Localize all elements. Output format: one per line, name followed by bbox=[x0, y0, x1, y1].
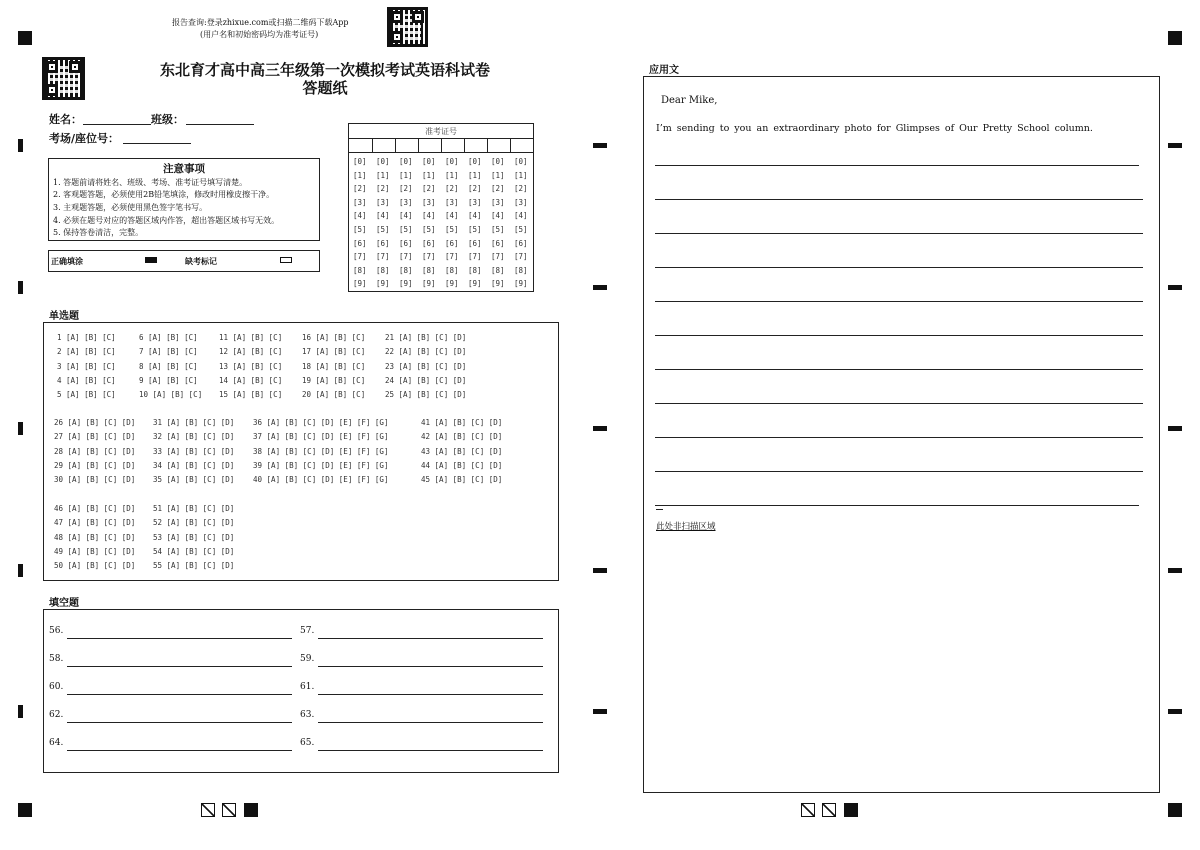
exam-id-bubble[interactable]: [2] bbox=[376, 184, 390, 194]
choice-item[interactable]: 10 [A] [B] [C] bbox=[139, 390, 203, 400]
blank-answer-line[interactable] bbox=[318, 638, 543, 639]
exam-id-bubble[interactable]: [2] bbox=[514, 184, 528, 194]
timing-mark bbox=[593, 568, 607, 573]
timing-mark bbox=[18, 139, 23, 152]
bottom-hatch-mark bbox=[222, 803, 236, 817]
bottom-mark bbox=[244, 803, 258, 817]
exam-id-bubble[interactable]: [0] bbox=[491, 157, 505, 166]
exam-id-bubble[interactable]: [4] bbox=[468, 211, 482, 221]
fill-blank-heading: 填空题 bbox=[49, 598, 79, 609]
bottom-hatch-mark bbox=[822, 803, 836, 817]
choice-item[interactable]: 50 [A] [B] [C] [D] bbox=[54, 561, 136, 571]
exam-id-bubble[interactable]: [1] bbox=[376, 170, 390, 180]
choice-item[interactable]: 49 [A] [B] [C] [D] bbox=[54, 546, 136, 556]
exam-id-bubble[interactable]: [1] bbox=[422, 170, 436, 180]
correct-fill-label: 正确填涂 bbox=[51, 256, 83, 266]
choice-item[interactable]: 45 [A] [B] [C] [D] bbox=[421, 475, 503, 485]
notice-heading: 注意事项 bbox=[163, 163, 205, 175]
exam-id-bubble[interactable]: [0] bbox=[399, 157, 413, 166]
timing-mark bbox=[18, 281, 23, 294]
writing-first-line: I’m sending to you an extraordinary photo for Glimpses of Our Pretty School column. bbox=[656, 123, 1093, 134]
page-title: 东北育才高中高三年级第一次模拟考试英语科试卷 bbox=[159, 61, 490, 79]
exam-id-bubble[interactable]: [9] bbox=[445, 279, 459, 289]
class-field[interactable] bbox=[186, 124, 254, 125]
timing-mark bbox=[593, 143, 607, 148]
choice-item[interactable]: 12 [A] [B] [C] bbox=[219, 347, 283, 357]
exam-id-bubble[interactable]: [4] bbox=[514, 211, 528, 221]
exam-id-bubble[interactable]: [3] bbox=[468, 197, 482, 207]
exam-id-bubble[interactable]: [9] bbox=[399, 279, 413, 289]
choice-item[interactable]: 39 [A] [B] [C] [D] [E] [F] [G] bbox=[253, 460, 389, 470]
choice-item[interactable]: 11 [A] [B] [C] bbox=[219, 333, 283, 342]
notice-item: 1. 答题前请将姓名、班级、考场、准考证号填写清楚。 bbox=[53, 178, 248, 187]
exam-id-bubble[interactable]: [1] bbox=[514, 170, 528, 180]
dash-mark bbox=[656, 509, 663, 510]
exam-id-bubble[interactable]: [1] bbox=[353, 170, 367, 180]
exam-id-bubble[interactable]: [6] bbox=[468, 238, 482, 248]
writing-line[interactable] bbox=[655, 301, 1143, 302]
choice-item[interactable]: 25 [A] [B] [C] [D] bbox=[385, 390, 467, 400]
choice-item[interactable]: 38 [A] [B] [C] [D] [E] [F] [G] bbox=[253, 446, 389, 456]
exam-id-bubble[interactable]: [9] bbox=[376, 279, 390, 289]
correct-fill-sample bbox=[145, 257, 157, 263]
choice-item[interactable]: 3 [A] [B] [C] bbox=[57, 361, 116, 371]
choice-item[interactable]: 43 [A] [B] [C] [D] bbox=[421, 446, 503, 456]
blank-answer-line[interactable] bbox=[318, 750, 543, 751]
exam-id-bubble[interactable]: [7] bbox=[514, 252, 528, 262]
notice-box bbox=[48, 158, 320, 241]
exam-id-bubble[interactable]: [8] bbox=[376, 265, 390, 275]
exam-id-bubble[interactable]: [0] bbox=[468, 157, 482, 166]
exam-id-bubble[interactable]: [5] bbox=[491, 225, 505, 234]
exam-id-bubble[interactable]: [2] bbox=[468, 184, 482, 194]
exam-id-bubble[interactable]: [8] bbox=[399, 265, 413, 275]
absent-mark-label: 缺考标记 bbox=[185, 256, 217, 266]
timing-mark bbox=[593, 285, 607, 290]
qr-code-icon bbox=[387, 7, 428, 47]
exam-id-bubble[interactable]: [2] bbox=[422, 184, 436, 194]
choice-item[interactable]: 17 [A] [B] [C] bbox=[302, 347, 366, 357]
exam-id-bubble[interactable]: [0] bbox=[353, 157, 367, 166]
choice-item[interactable]: 5 [A] [B] [C] bbox=[57, 390, 116, 400]
choice-item[interactable]: 16 [A] [B] [C] bbox=[302, 333, 366, 342]
choice-item[interactable]: 53 [A] [B] [C] [D] bbox=[153, 532, 235, 542]
choice-item[interactable]: 54 [A] [B] [C] [D] bbox=[153, 546, 235, 556]
single-choice-heading: 单选题 bbox=[49, 311, 79, 322]
bottom-hatch-mark bbox=[801, 803, 815, 817]
exam-id-bubble[interactable]: [7] bbox=[445, 252, 459, 262]
choice-item[interactable]: 13 [A] [B] [C] bbox=[219, 361, 283, 371]
timing-mark bbox=[1168, 426, 1182, 431]
exam-id-bubble[interactable]: [3] bbox=[514, 197, 528, 207]
choice-item[interactable]: 35 [A] [B] [C] [D] bbox=[153, 475, 235, 485]
exam-id-bubble[interactable]: [6] bbox=[491, 238, 505, 248]
exam-id-bubble[interactable]: [4] bbox=[399, 211, 413, 221]
blank-number: 57. bbox=[300, 626, 315, 636]
choice-item[interactable]: 51 [A] [B] [C] [D] bbox=[153, 504, 235, 513]
choice-item[interactable]: 47 [A] [B] [C] [D] bbox=[54, 518, 136, 528]
exam-id-bubble[interactable]: [3] bbox=[422, 197, 436, 207]
choice-item[interactable]: 36 [A] [B] [C] [D] [E] [F] [G] bbox=[253, 418, 389, 427]
timing-mark bbox=[18, 564, 23, 577]
choice-item[interactable]: 1 [A] [B] [C] bbox=[57, 333, 116, 342]
timing-mark bbox=[18, 705, 23, 718]
exam-id-bubble[interactable]: [3] bbox=[353, 197, 367, 207]
choice-item[interactable]: 33 [A] [B] [C] [D] bbox=[153, 446, 235, 456]
blank-number: 64. bbox=[49, 738, 64, 748]
choice-item[interactable]: 20 [A] [B] [C] bbox=[302, 390, 366, 400]
choice-item[interactable]: 26 [A] [B] [C] [D] bbox=[54, 418, 136, 427]
writing-greeting: Dear Mike, bbox=[661, 95, 718, 106]
exam-id-bubble[interactable]: [4] bbox=[353, 211, 367, 221]
blank-number: 61. bbox=[300, 682, 315, 692]
exam-id-bubble[interactable]: [7] bbox=[353, 252, 367, 262]
blank-number: 62. bbox=[49, 710, 64, 720]
choice-item[interactable]: 46 [A] [B] [C] [D] bbox=[54, 504, 136, 513]
timing-mark bbox=[1168, 285, 1182, 290]
absent-mark-checkbox[interactable] bbox=[280, 257, 292, 263]
qr-code-icon bbox=[42, 57, 85, 100]
writing-line[interactable] bbox=[655, 267, 1143, 268]
choice-item[interactable]: 41 [A] [B] [C] [D] bbox=[421, 418, 503, 427]
blank-answer-line[interactable] bbox=[67, 750, 292, 751]
exam-id-bubble[interactable]: [0] bbox=[422, 157, 436, 166]
exam-id-bubble[interactable]: [5] bbox=[514, 225, 528, 234]
name-label: 姓名： bbox=[49, 113, 82, 126]
corner-mark bbox=[18, 803, 32, 817]
blank-answer-line[interactable] bbox=[318, 666, 543, 667]
blank-number: 65. bbox=[300, 738, 315, 748]
corner-mark bbox=[1168, 803, 1182, 817]
exam-id-bubble[interactable]: [2] bbox=[353, 184, 367, 194]
choice-item[interactable]: 42 [A] [B] [C] [D] bbox=[421, 432, 503, 442]
choice-item[interactable]: 48 [A] [B] [C] [D] bbox=[54, 532, 136, 542]
writing-box bbox=[643, 76, 1160, 793]
exam-id-bubble[interactable]: [8] bbox=[353, 265, 367, 275]
class-label: 班级： bbox=[151, 113, 184, 126]
legend-box bbox=[48, 250, 320, 272]
page-subtitle: 答题纸 bbox=[302, 79, 348, 97]
blank-answer-line[interactable] bbox=[67, 638, 292, 639]
choice-item[interactable]: 6 [A] [B] [C] bbox=[139, 333, 198, 342]
choice-item[interactable]: 22 [A] [B] [C] [D] bbox=[385, 347, 467, 357]
notice-item: 3. 主观题答题，必须使用黑色签字笔书写。 bbox=[53, 203, 208, 212]
writing-line[interactable] bbox=[655, 471, 1143, 472]
exam-id-bubble[interactable]: [5] bbox=[422, 225, 436, 234]
exam-id-bubble[interactable]: [6] bbox=[353, 238, 367, 248]
blank-number: 60. bbox=[49, 682, 64, 692]
choice-item[interactable]: 37 [A] [B] [C] [D] [E] [F] [G] bbox=[253, 432, 389, 442]
exam-id-bubble[interactable]: [8] bbox=[491, 265, 505, 275]
choice-item[interactable]: 44 [A] [B] [C] [D] bbox=[421, 460, 503, 470]
choice-item[interactable]: 52 [A] [B] [C] [D] bbox=[153, 518, 235, 528]
exam-id-bubble[interactable]: [7] bbox=[468, 252, 482, 262]
exam-id-bubble[interactable]: [0] bbox=[445, 157, 459, 166]
bottom-hatch-mark bbox=[201, 803, 215, 817]
blank-number: 56. bbox=[49, 626, 64, 636]
blank-answer-line[interactable] bbox=[318, 694, 543, 695]
blank-number: 58. bbox=[49, 654, 64, 664]
non-scan-label: 此处非扫描区域 bbox=[656, 522, 716, 532]
timing-mark bbox=[1168, 143, 1182, 148]
choice-item[interactable]: 24 [A] [B] [C] [D] bbox=[385, 375, 467, 385]
single-choice-box bbox=[43, 322, 559, 581]
score-note-text: (用户名和初始密码均为准考证号) bbox=[200, 30, 319, 39]
choice-item[interactable]: 27 [A] [B] [C] [D] bbox=[54, 432, 136, 442]
writing-line[interactable] bbox=[655, 335, 1143, 336]
exam-id-bubble[interactable]: [2] bbox=[445, 184, 459, 194]
writing-line[interactable] bbox=[655, 403, 1143, 404]
exam-id-bubble[interactable]: [6] bbox=[399, 238, 413, 248]
exam-id-bubble[interactable]: [5] bbox=[353, 225, 367, 234]
exam-id-bubble[interactable]: [9] bbox=[422, 279, 436, 289]
exam-id-bubble[interactable]: [5] bbox=[376, 225, 390, 234]
choice-item[interactable]: 34 [A] [B] [C] [D] bbox=[153, 460, 235, 470]
notice-item: 5. 保持答卷清洁，完整。 bbox=[53, 228, 144, 237]
timing-mark bbox=[18, 422, 23, 435]
exam-id-bubble[interactable]: [8] bbox=[445, 265, 459, 275]
blank-number: 59. bbox=[300, 654, 315, 664]
score-query-text: 报告查询:登录zhixue.com或扫描二维码下载App bbox=[172, 18, 349, 27]
exam-id-bubble[interactable]: [8] bbox=[422, 265, 436, 275]
choice-item[interactable]: 30 [A] [B] [C] [D] bbox=[54, 475, 136, 485]
choice-item[interactable]: 14 [A] [B] [C] bbox=[219, 375, 283, 385]
exam-id-heading: 准考证号 bbox=[425, 127, 457, 136]
choice-item[interactable]: 31 [A] [B] [C] [D] bbox=[153, 418, 235, 427]
exam-id-bubble[interactable]: [3] bbox=[376, 197, 390, 207]
exam-id-bubble[interactable]: [6] bbox=[514, 238, 528, 248]
timing-mark bbox=[593, 709, 607, 714]
exam-id-bubble[interactable]: [6] bbox=[445, 238, 459, 248]
exam-id-bubble[interactable]: [2] bbox=[399, 184, 413, 194]
exam-id-bubble[interactable]: [9] bbox=[514, 279, 528, 289]
writing-line[interactable] bbox=[655, 437, 1143, 438]
exam-id-bubble[interactable]: [1] bbox=[491, 170, 505, 180]
exam-id-bubble[interactable]: [9] bbox=[491, 279, 505, 289]
corner-mark bbox=[1168, 31, 1182, 45]
choice-item[interactable]: 15 [A] [B] [C] bbox=[219, 390, 283, 400]
exam-id-bubble[interactable]: [8] bbox=[514, 265, 528, 275]
writing-line[interactable] bbox=[655, 369, 1143, 370]
writing-line[interactable] bbox=[655, 199, 1143, 200]
exam-id-bubble[interactable]: [9] bbox=[353, 279, 367, 289]
blank-answer-line[interactable] bbox=[67, 666, 292, 667]
exam-id-bubble[interactable]: [1] bbox=[399, 170, 413, 180]
blank-answer-line[interactable] bbox=[318, 722, 543, 723]
timing-mark bbox=[1168, 568, 1182, 573]
exam-id-bubble[interactable]: [4] bbox=[445, 211, 459, 221]
exam-id-bubble[interactable]: [9] bbox=[468, 279, 482, 289]
exam-id-bubble[interactable]: [4] bbox=[376, 211, 390, 221]
writing-line[interactable] bbox=[655, 165, 1139, 166]
exam-id-bubble[interactable]: [6] bbox=[376, 238, 390, 248]
choice-item[interactable]: 40 [A] [B] [C] [D] [E] [F] [G] bbox=[253, 475, 389, 485]
exam-id-bubble[interactable]: [4] bbox=[491, 211, 505, 221]
seat-label: 考场/座位号： bbox=[49, 132, 120, 145]
exam-id-bubble[interactable]: [7] bbox=[399, 252, 413, 262]
exam-id-bubble[interactable]: [1] bbox=[468, 170, 482, 180]
exam-id-bubble[interactable]: [7] bbox=[491, 252, 505, 262]
exam-id-bubble[interactable]: [5] bbox=[468, 225, 482, 234]
timing-mark bbox=[1168, 709, 1182, 714]
bottom-mark bbox=[844, 803, 858, 817]
choice-item[interactable]: 32 [A] [B] [C] [D] bbox=[153, 432, 235, 442]
choice-item[interactable]: 23 [A] [B] [C] [D] bbox=[385, 361, 467, 371]
blank-answer-line[interactable] bbox=[67, 694, 292, 695]
exam-id-bubble[interactable]: [7] bbox=[376, 252, 390, 262]
exam-id-bubble[interactable]: [0] bbox=[514, 157, 528, 166]
exam-id-bubble[interactable]: [6] bbox=[422, 238, 436, 248]
notice-item: 2. 客观题答题，必须使用2B铅笔填涂，修改时用橡皮擦干净。 bbox=[53, 190, 275, 199]
notice-item: 4. 必须在题号对应的答题区域内作答，超出答题区域书写无效。 bbox=[53, 216, 280, 225]
exam-id-bubble[interactable]: [7] bbox=[422, 252, 436, 262]
choice-item[interactable]: 19 [A] [B] [C] bbox=[302, 375, 366, 385]
name-field[interactable] bbox=[83, 124, 151, 125]
exam-id-bubble[interactable]: [4] bbox=[422, 211, 436, 221]
choice-item[interactable]: 55 [A] [B] [C] [D] bbox=[153, 561, 235, 571]
writing-line[interactable] bbox=[655, 505, 1139, 506]
exam-id-bubble[interactable]: [1] bbox=[445, 170, 459, 180]
exam-id-bubble[interactable]: [3] bbox=[491, 197, 505, 207]
choice-item[interactable]: 7 [A] [B] [C] bbox=[139, 347, 198, 357]
seat-field[interactable] bbox=[123, 143, 191, 144]
choice-item[interactable]: 2 [A] [B] [C] bbox=[57, 347, 116, 357]
choice-item[interactable]: 18 [A] [B] [C] bbox=[302, 361, 366, 371]
exam-id-bubble[interactable]: [2] bbox=[491, 184, 505, 194]
blank-answer-line[interactable] bbox=[67, 722, 292, 723]
choice-item[interactable]: 29 [A] [B] [C] [D] bbox=[54, 460, 136, 470]
exam-id-bubble[interactable]: [0] bbox=[376, 157, 390, 166]
corner-mark bbox=[18, 31, 32, 45]
choice-item[interactable]: 28 [A] [B] [C] [D] bbox=[54, 446, 136, 456]
choice-item[interactable]: 21 [A] [B] [C] [D] bbox=[385, 333, 467, 342]
writing-heading: 应用文 bbox=[649, 65, 679, 76]
writing-line[interactable] bbox=[655, 233, 1143, 234]
blank-number: 63. bbox=[300, 710, 315, 720]
exam-id-grid bbox=[348, 123, 534, 292]
exam-id-bubble[interactable]: [3] bbox=[399, 197, 413, 207]
timing-mark bbox=[593, 426, 607, 431]
choice-item[interactable]: 8 [A] [B] [C] bbox=[139, 361, 198, 371]
exam-id-bubble[interactable]: [8] bbox=[468, 265, 482, 275]
choice-item[interactable]: 4 [A] [B] [C] bbox=[57, 375, 116, 385]
fill-blank-box bbox=[43, 609, 559, 773]
exam-id-bubble[interactable]: [5] bbox=[445, 225, 459, 234]
exam-id-bubble[interactable]: [5] bbox=[399, 225, 413, 234]
choice-item[interactable]: 9 [A] [B] [C] bbox=[139, 375, 198, 385]
exam-id-bubble[interactable]: [3] bbox=[445, 197, 459, 207]
